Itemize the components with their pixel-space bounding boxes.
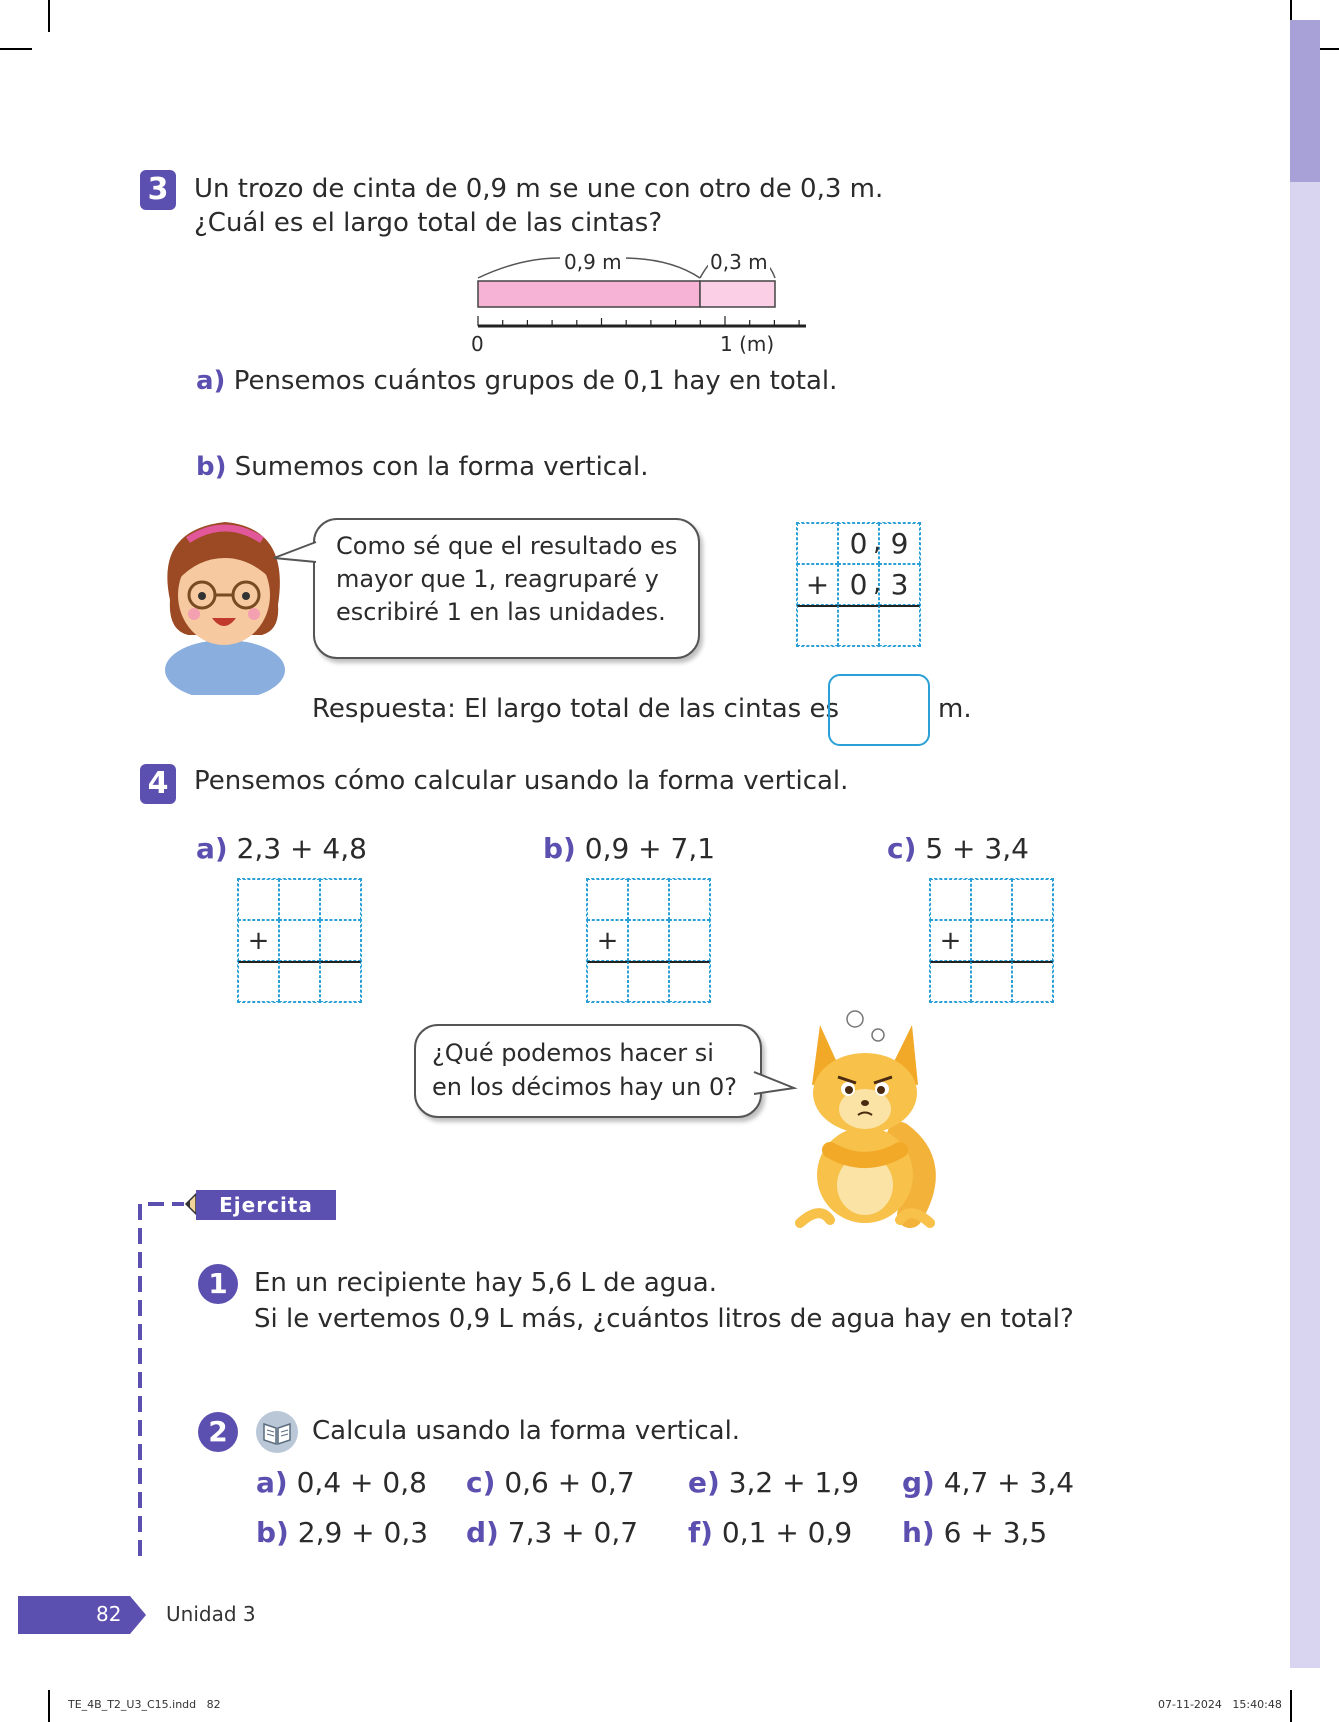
question-4c-expr: 5 + 3,4 [925, 832, 1029, 865]
exercise-2c-label: c) [466, 1466, 496, 1499]
sidebar-strip [1290, 20, 1320, 1668]
exercise-1-line1: En un recipiente hay 5,6 L de agua. [254, 1268, 717, 1298]
grid-cell-answer[interactable] [669, 961, 710, 1002]
exercise-2c [466, 1466, 635, 1500]
grid-cell-answer[interactable] [320, 961, 361, 1002]
question-3b-text: Sumemos con la forma vertical. [234, 452, 649, 482]
question-4b-expr: 0,9 + 7,1 [584, 832, 716, 865]
exercise-2h [902, 1516, 1047, 1550]
exercise-2d-expr: 7,3 + 0,7 [507, 1516, 639, 1549]
question-3-line2: ¿Cuál es el largo total de las cintas? [194, 208, 663, 238]
exercise-2e-expr: 3,2 + 1,9 [728, 1466, 860, 1499]
grid-cell[interactable] [628, 920, 669, 961]
question-4c-label: c) [887, 832, 917, 865]
exercise-2g-expr: 4,7 + 3,4 [943, 1466, 1075, 1499]
speech-girl-line: escribiré 1 en las unidades. [336, 598, 666, 626]
grid-cell-answer[interactable] [879, 605, 920, 646]
grid-cell-answer[interactable] [797, 605, 838, 646]
question-3-line1: Un trozo de cinta de 0,9 m se une con otro de 0,3 m. [194, 174, 884, 204]
grid-cell[interactable] [1012, 920, 1053, 961]
grid-cell[interactable] [930, 879, 971, 920]
unit-label: Unidad 3 [166, 1602, 256, 1626]
exercise-2f-expr: 0,1 + 0,9 [721, 1516, 853, 1549]
grid-cell-answer[interactable] [1012, 961, 1053, 1002]
exercise-2-badge: 2 [198, 1412, 238, 1452]
grid-cell-plus: + [587, 920, 628, 961]
speech-girl-line: Como sé que el resultado es [336, 532, 678, 560]
exercise-2b-label: b) [256, 1516, 289, 1549]
fox-character-icon [790, 1005, 940, 1230]
answer-unit: m. [938, 694, 972, 724]
exercise-1-badge: 1 [198, 1264, 238, 1304]
crop-mark [0, 48, 32, 50]
tape-label-03: 0,3 m [710, 250, 768, 274]
brace-mid [622, 258, 700, 278]
ejercita-dashed-border [136, 1190, 336, 1560]
grid-cell[interactable] [669, 920, 710, 961]
grid-cell[interactable] [587, 879, 628, 920]
exercise-2d-label: d) [466, 1516, 499, 1549]
grid-cell[interactable] [971, 920, 1012, 961]
question-4-badge: 4 [140, 764, 176, 804]
grid-cell[interactable] [669, 879, 710, 920]
bubble-tail [272, 540, 318, 570]
question-4b-label: b) [543, 832, 576, 865]
exercise-2f-label: f) [688, 1516, 713, 1549]
number-line-zero: 0 [471, 332, 484, 356]
question-3b [196, 450, 649, 484]
girl-character-icon [150, 510, 290, 695]
exercise-2e-label: e) [688, 1466, 720, 1499]
question-4a [196, 832, 367, 866]
file-slug: TE_4B_T2_U3_C15.indd 82 [68, 1698, 221, 1711]
question-4a-expr: 2,3 + 4,8 [236, 832, 367, 865]
grid-cell[interactable] [279, 920, 320, 961]
grid-cell-answer[interactable] [628, 961, 669, 1002]
crop-mark [1290, 1690, 1292, 1722]
exercise-2a [256, 1466, 427, 1500]
tape-segment-03 [700, 281, 775, 307]
question-3a-text: Pensemos cuántos grupos de 0,1 hay en total. [233, 366, 838, 396]
vertical-grid-c [929, 878, 1054, 1003]
vertical-grid-a [237, 878, 362, 1003]
grid-cell[interactable] [1012, 879, 1053, 920]
tape-segment-09 [478, 281, 700, 307]
answer-box[interactable] [828, 674, 930, 746]
grid-cell-plus: + [930, 920, 971, 961]
grid-cell-answer[interactable] [238, 961, 279, 1002]
speech-fox-line: ¿Qué podemos hacer si [432, 1039, 714, 1067]
grid-cell-digit: 3 [879, 564, 920, 605]
question-3a-label: a) [196, 366, 226, 396]
page-number-tab [18, 1596, 148, 1634]
vertical-grid-b [586, 878, 711, 1003]
ejercita-header: Ejercita [196, 1190, 336, 1220]
exercise-2d [466, 1516, 638, 1550]
grid-cell[interactable] [279, 879, 320, 920]
exercise-2e [688, 1466, 859, 1500]
grid-cell-plus: + [238, 920, 279, 961]
number-line-one: 1 (m) [720, 332, 775, 356]
vertical-addition-grid [796, 522, 921, 647]
question-4c [887, 832, 1029, 866]
exercise-2g [902, 1466, 1074, 1500]
brace-left [478, 258, 560, 278]
notebook-icon [254, 1410, 300, 1454]
sidebar-tab [1290, 20, 1320, 182]
grid-cell-answer[interactable] [838, 605, 879, 646]
question-3b-label: b) [196, 452, 227, 482]
print-timestamp: 07-11-2024 15:40:48 [1158, 1698, 1282, 1711]
decimal-comma: , [873, 568, 882, 598]
question-3a [196, 364, 837, 398]
exercise-2g-label: g) [902, 1466, 935, 1499]
exercise-2-text: Calcula usando la forma vertical. [312, 1416, 741, 1446]
exercise-2c-expr: 0,6 + 0,7 [504, 1466, 635, 1499]
grid-cell[interactable] [238, 879, 279, 920]
grid-cell [797, 523, 838, 564]
speech-girl-text [336, 530, 677, 629]
exercise-1-line2: Si le vertemos 0,9 L más, ¿cuántos litros de agua hay en total? [254, 1304, 1074, 1334]
crop-mark [48, 1690, 50, 1722]
question-4-text: Pensemos cómo calcular usando la forma vertical. [194, 766, 849, 796]
exercise-2h-expr: 6 + 3,5 [943, 1516, 1048, 1549]
exercise-2b-expr: 2,9 + 0,3 [297, 1516, 429, 1549]
grid-cell[interactable] [971, 879, 1012, 920]
grid-cell-digit: 0 [838, 523, 879, 564]
grid-cell-plus: + [797, 564, 838, 605]
grid-cell-answer[interactable] [279, 961, 320, 1002]
tape-label-09: 0,9 m [560, 250, 626, 274]
grid-cell-answer[interactable] [587, 961, 628, 1002]
question-4b [543, 832, 715, 866]
decimal-comma: , [873, 527, 882, 557]
exercise-2b [256, 1516, 428, 1550]
speech-fox-line: en los décimos hay un 0? [432, 1073, 737, 1101]
crop-mark [48, 0, 50, 32]
speech-fox-text [432, 1036, 737, 1104]
grid-cell-answer[interactable] [930, 961, 971, 1002]
question-4a-label: a) [196, 832, 228, 865]
grid-cell[interactable] [628, 879, 669, 920]
question-3-badge: 3 [140, 170, 176, 210]
exercise-2a-label: a) [256, 1466, 288, 1499]
exercise-2h-label: h) [902, 1516, 935, 1549]
speech-girl-line: mayor que 1, reagruparé y [336, 565, 659, 593]
grid-cell[interactable] [320, 879, 361, 920]
grid-cell-digit: 9 [879, 523, 920, 564]
grid-cell[interactable] [320, 920, 361, 961]
exercise-2a-expr: 0,4 + 0,8 [296, 1466, 427, 1499]
answer-prefix: Respuesta: El largo total de las cintas es [312, 694, 840, 724]
page-number: 82 [96, 1602, 122, 1626]
grid-cell-answer[interactable] [971, 961, 1012, 1002]
grid-cell-digit: 0 [838, 564, 879, 605]
exercise-2f [688, 1516, 852, 1550]
